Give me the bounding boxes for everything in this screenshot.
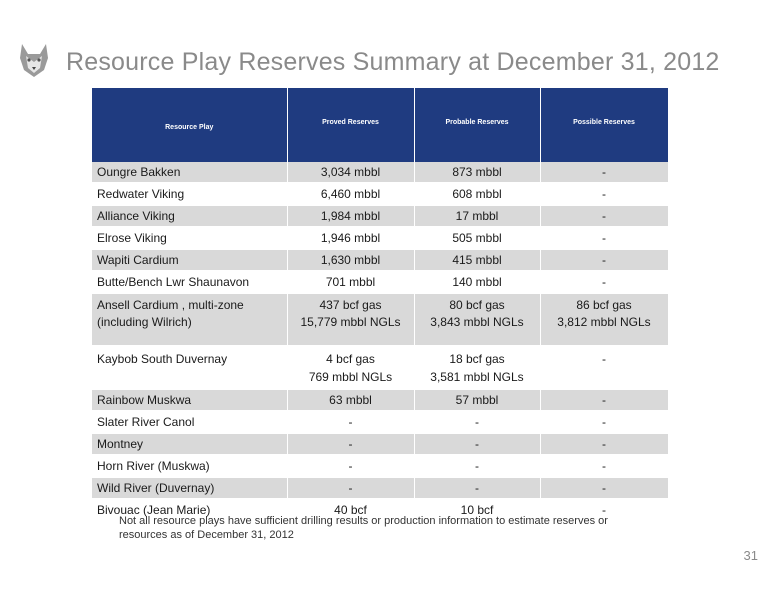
probable-value: 57 mbbl xyxy=(414,389,540,411)
possible-value: - xyxy=(540,227,668,249)
proved-value: 3,034 mbbl xyxy=(287,162,414,183)
probable-value: 17 mbbl xyxy=(414,205,540,227)
possible-value: - xyxy=(540,411,668,433)
play-name: Alliance Viking xyxy=(92,205,287,227)
possible-value: - xyxy=(540,477,668,499)
proved-value: - xyxy=(287,411,414,433)
proved-value xyxy=(287,346,414,389)
play-name: Horn River (Muskwa) xyxy=(92,455,287,477)
possible-value-line1: 86 bcf gas xyxy=(576,298,632,312)
possible-value: - xyxy=(540,249,668,271)
probable-value: 140 mbbl xyxy=(414,271,540,293)
play-name: Montney xyxy=(92,433,287,455)
play-name: Wild River (Duvernay) xyxy=(92,477,287,499)
table-row xyxy=(92,433,668,455)
page-number: 31 xyxy=(743,548,758,563)
proved-value: 701 mbbl xyxy=(287,271,414,293)
table-row xyxy=(92,411,668,433)
possible-value xyxy=(540,293,668,346)
table-row xyxy=(92,477,668,499)
play-name xyxy=(92,293,287,346)
proved-value: 40 bcf xyxy=(287,499,414,521)
proved-value-line1: 4 bcf gas xyxy=(326,352,375,366)
play-name: Slater River Canol xyxy=(92,411,287,433)
probable-value: - xyxy=(414,433,540,455)
table-row xyxy=(92,293,668,346)
probable-value: 10 bcf xyxy=(414,499,540,521)
play-name-line2: (including Wilrich) xyxy=(97,315,192,329)
proved-value-line2: 15,779 mbbl NGLs xyxy=(300,315,401,329)
table-row xyxy=(92,249,668,271)
probable-value xyxy=(414,293,540,346)
header-resource-play: Resource Play xyxy=(92,88,287,162)
table-header-row xyxy=(92,88,668,162)
possible-value: - xyxy=(540,346,668,389)
table-row xyxy=(92,183,668,205)
possible-value: - xyxy=(540,455,668,477)
header-probable-reserves: Probable Reserves xyxy=(414,88,540,162)
page-title: Resource Play Reserves Summary at December 31, 2012 xyxy=(66,48,720,76)
play-name: Rainbow Muskwa xyxy=(92,389,287,411)
proved-value: - xyxy=(287,477,414,499)
probable-value: 415 mbbl xyxy=(414,249,540,271)
play-name-line1: Ansell Cardium , multi-zone xyxy=(97,298,244,312)
table-row xyxy=(92,205,668,227)
play-name: Elrose Viking xyxy=(92,227,287,249)
probable-value: 608 mbbl xyxy=(414,183,540,205)
possible-value: - xyxy=(540,162,668,183)
probable-value: 873 mbbl xyxy=(414,162,540,183)
possible-value: - xyxy=(540,271,668,293)
probable-value: - xyxy=(414,455,540,477)
play-name: Redwater Viking xyxy=(92,183,287,205)
reserves-table xyxy=(92,88,669,522)
header-possible-reserves: Possible Reserves xyxy=(540,88,668,162)
probable-value: - xyxy=(414,411,540,433)
proved-value xyxy=(287,293,414,346)
probable-value-line1: 18 bcf gas xyxy=(449,352,505,366)
probable-value xyxy=(414,346,540,389)
table-row xyxy=(92,227,668,249)
proved-value: - xyxy=(287,455,414,477)
probable-value: 505 mbbl xyxy=(414,227,540,249)
play-name: Wapiti Cardium xyxy=(92,249,287,271)
proved-value: 6,460 mbbl xyxy=(287,183,414,205)
possible-value: - xyxy=(540,205,668,227)
header-proved-reserves: Proved Reserves xyxy=(287,88,414,162)
table-row xyxy=(92,455,668,477)
husky-logo-icon xyxy=(14,40,54,80)
proved-value: 1,946 mbbl xyxy=(287,227,414,249)
proved-value: 1,630 mbbl xyxy=(287,249,414,271)
table-row xyxy=(92,346,668,389)
possible-value: - xyxy=(540,183,668,205)
possible-value: - xyxy=(540,389,668,411)
proved-value-line2: 769 mbbl NGLs xyxy=(308,370,393,384)
proved-value: - xyxy=(287,433,414,455)
possible-value: - xyxy=(540,499,668,521)
play-name: Oungre Bakken xyxy=(92,162,287,183)
proved-value: 1,984 mbbl xyxy=(287,205,414,227)
play-name: Kaybob South Duvernay xyxy=(92,346,287,389)
play-name: Butte/Bench Lwr Shaunavon xyxy=(92,271,287,293)
possible-value: - xyxy=(540,433,668,455)
probable-value-line1: 80 bcf gas xyxy=(449,298,505,312)
proved-value: 63 mbbl xyxy=(287,389,414,411)
table-row xyxy=(92,271,668,293)
table-row xyxy=(92,389,668,411)
possible-value-line2: 3,812 mbbl NGLs xyxy=(557,315,651,329)
proved-value-line1: 437 bcf gas xyxy=(319,298,382,312)
play-name: Bivouac (Jean Marie) xyxy=(92,499,287,521)
footnote: Not all resource plays have sufficient drilling results or production information to estimate reserves or resources as of December 31, 2012 xyxy=(119,515,608,541)
probable-value-line2: 3,843 mbbl NGLs xyxy=(430,315,524,329)
probable-value: - xyxy=(414,477,540,499)
probable-value-line2: 3,581 mbbl NGLs xyxy=(430,370,524,384)
table-row xyxy=(92,162,668,183)
